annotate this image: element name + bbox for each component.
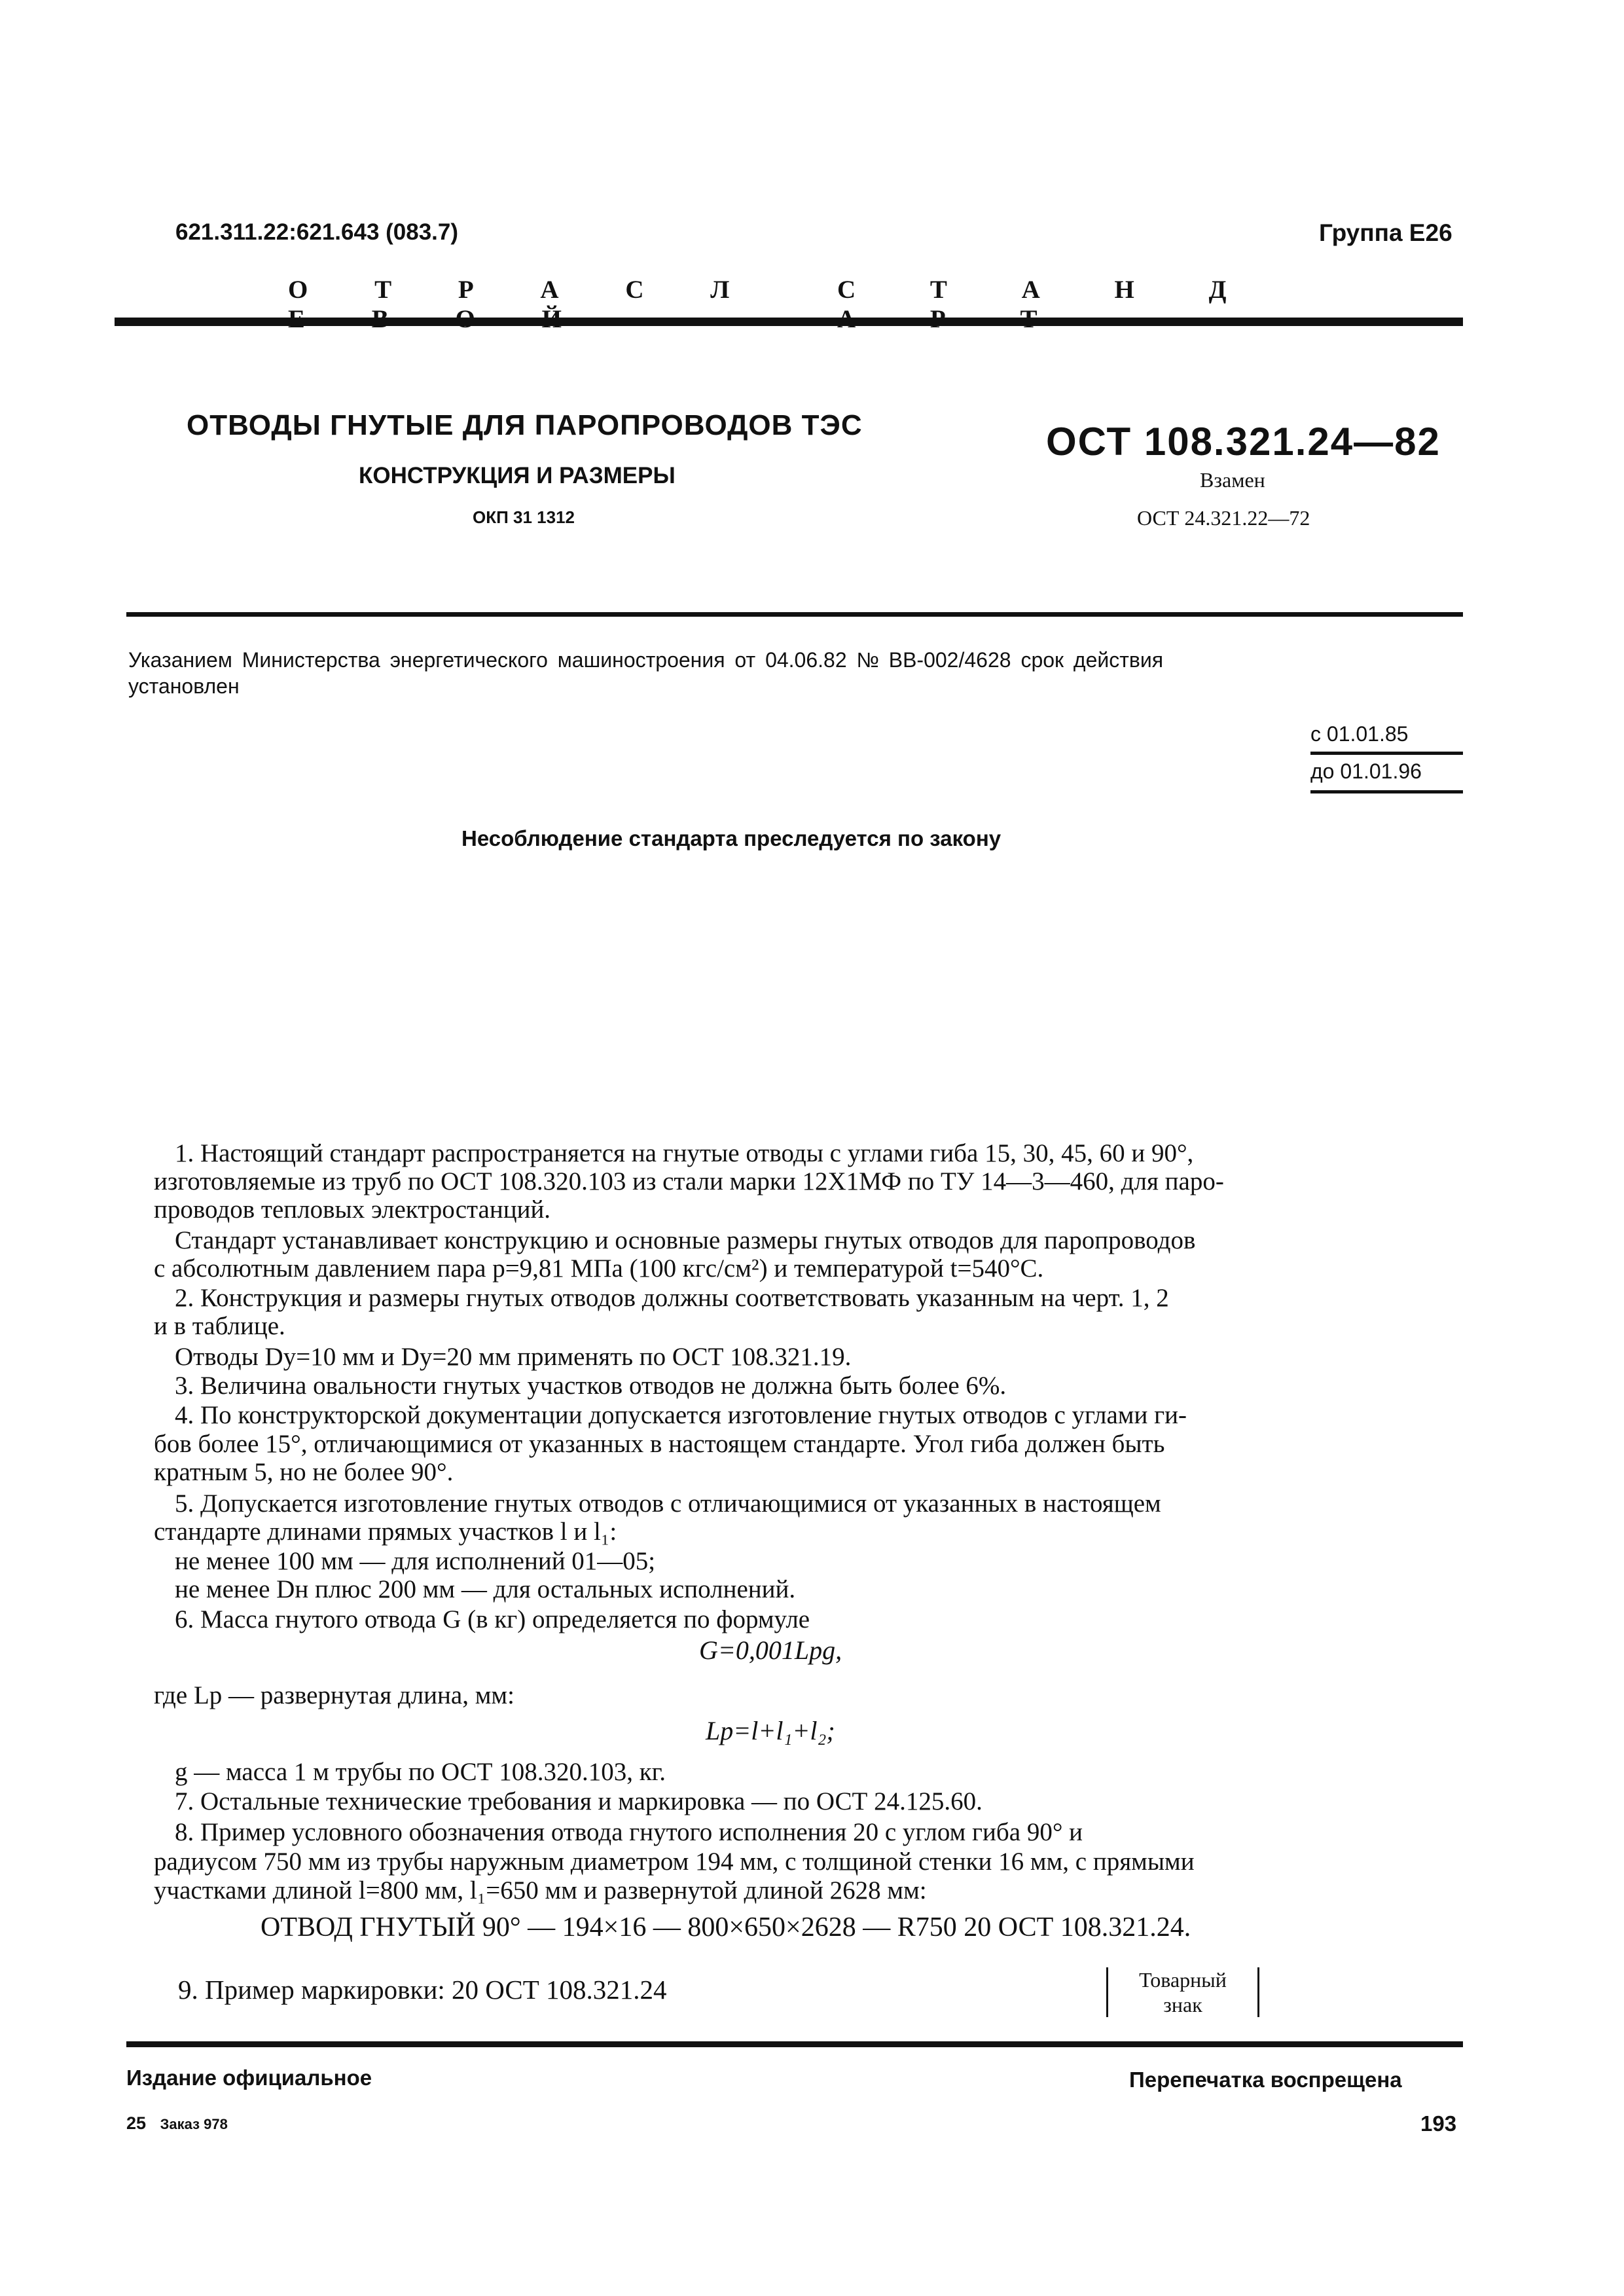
p8-line-3: участками длиной l=800 мм, l₁=650 мм и развернутой длиной 2628 мм:: [154, 1876, 927, 1904]
banner-right: С Т А Н Д: [837, 276, 1261, 304]
p2-line-1: 2. Конструкция и размеры гнутых отводов должны соответствовать указанным на черт. 1, 2: [175, 1284, 1169, 1312]
p5-line-2: стандарте длинами прямых участков l и l₁:: [154, 1518, 617, 1546]
p1-line-5: с абсолютным давлением пара р=9,81 МПа (100 кгс/см²) и температурой t=540°С.: [154, 1254, 1044, 1283]
p6-line-3: g — масса 1 м трубы по ОСТ 108.320.103, кг.: [175, 1758, 666, 1786]
document-title: ОТВОДЫ ГНУТЫЕ ДЛЯ ПАРОПРОВОДОВ ТЭС: [187, 409, 863, 441]
mass-formula: G=0,001Lрg,: [699, 1635, 842, 1665]
replaces-value: ОСТ 24.321.22—72: [1137, 506, 1310, 530]
validity-to: до 01.01.96: [1310, 759, 1422, 783]
p2-line-3: Отводы Dу=10 мм и Dу=20 мм применять по ОСТ 108.321.19.: [175, 1343, 852, 1371]
order-number: [126, 2113, 228, 2134]
p9: 9. Пример маркировки: 20 ОСТ 108.321.24: [178, 1975, 667, 2005]
p1-line-1: 1. Настоящий стандарт распространяется на гнутые отводы с углами гиба 15, 30, 45, 60 и 90°,: [175, 1139, 1194, 1167]
title-rule: [126, 612, 1463, 617]
p4-line-3: кратным 5, но не более 90°.: [154, 1458, 454, 1486]
udc-code: 621.311.22:621.643 (083.7): [175, 219, 459, 245]
p8-line-2: радиусом 750 мм из трубы наружным диаметром 194 мм, с толщиной стенки 16 мм, с прямыми: [154, 1848, 1195, 1876]
p2-line-2: и в таблице.: [154, 1312, 285, 1340]
p4-line-2: бов более 15°, отличающимися от указанных в настоящем стандарте. Угол гиба должен быть: [154, 1430, 1165, 1458]
p6-line-1: 6. Масса гнутого отвода G (в кг) определяется по формуле: [175, 1605, 810, 1633]
replaces-label: Взамен: [1200, 468, 1265, 492]
edition-label: Издание официальное: [126, 2066, 372, 2090]
order-label: Заказ 978: [160, 2116, 228, 2132]
p5-line-4: не менее Dн плюс 200 мм — для остальных исполнений.: [175, 1575, 796, 1603]
p8-line-1: 8. Пример условного обозначения отвода гнутого исполнения 20 с углом гиба 90° и: [175, 1818, 1083, 1846]
trademark-line-1: Товарный: [1139, 1968, 1227, 1992]
standard-number: ОСТ 108.321.24—82: [1046, 420, 1441, 464]
validity-from-rule: [1310, 752, 1463, 755]
page-number: 193: [1420, 2111, 1457, 2136]
trademark-box: [1106, 1967, 1259, 2017]
p1-line-2: изготовляемые из труб по ОСТ 108.320.103 из стали марки 12Х1МФ по ТУ 14—3—460, для паро-: [154, 1167, 1224, 1195]
p3: 3. Величина овальности гнутых участков отводов не должна быть более 6%.: [175, 1372, 1007, 1400]
okp-code: ОКП 31 1312: [473, 507, 575, 527]
p1-line-3: проводов тепловых электростанций.: [154, 1195, 551, 1224]
footer-rule: [126, 2041, 1463, 2047]
decree-line-2: установлен: [128, 674, 240, 698]
p1-line-4: Стандарт устанавливает конструкцию и основные размеры гнутых отводов для паропроводов: [175, 1226, 1196, 1254]
order-prefix: 25: [126, 2113, 147, 2133]
banner-left: О Т Р А С Л: [288, 276, 760, 304]
header-rule: [115, 318, 1463, 326]
length-formula: Lр=l+l₁+l₂;: [706, 1716, 835, 1745]
validity-to-rule: [1310, 790, 1463, 793]
decree-line-1: Указанием Министерства энергетического машиностроения от 04.06.82 № ВВ-002/4628 срок действия: [128, 648, 1164, 672]
p4-line-1: 4. По конструкторской документации допускается изготовление гнутых отводов с углами ги-: [175, 1401, 1187, 1429]
document-subtitle: КОНСТРУКЦИЯ И РАЗМЕРЫ: [359, 463, 676, 488]
p5-line-3: не менее 100 мм — для исполнений 01—05;: [175, 1547, 656, 1575]
designation-example: ОТВОД ГНУТЫЙ 90° — 194×16 — 800×650×2628 — R750 20 ОСТ 108.321.24.: [261, 1912, 1191, 1942]
p7: 7. Остальные технические требования и маркировка — по ОСТ 24.125.60.: [175, 1787, 983, 1815]
p5-line-1: 5. Допускается изготовление гнутых отводов с отличающимися от указанных в настоящем: [175, 1489, 1161, 1518]
trademark-line-2: знак: [1163, 1993, 1202, 2016]
law-notice: Несоблюдение стандарта преследуется по закону: [461, 826, 1001, 850]
group-code: Группа Е26: [1319, 219, 1453, 246]
validity-from: с 01.01.85: [1310, 722, 1409, 746]
reprint-notice: Перепечатка воспрещена: [1129, 2068, 1402, 2092]
p6-line-2: где Lр — развернутая длина, мм:: [154, 1681, 514, 1709]
